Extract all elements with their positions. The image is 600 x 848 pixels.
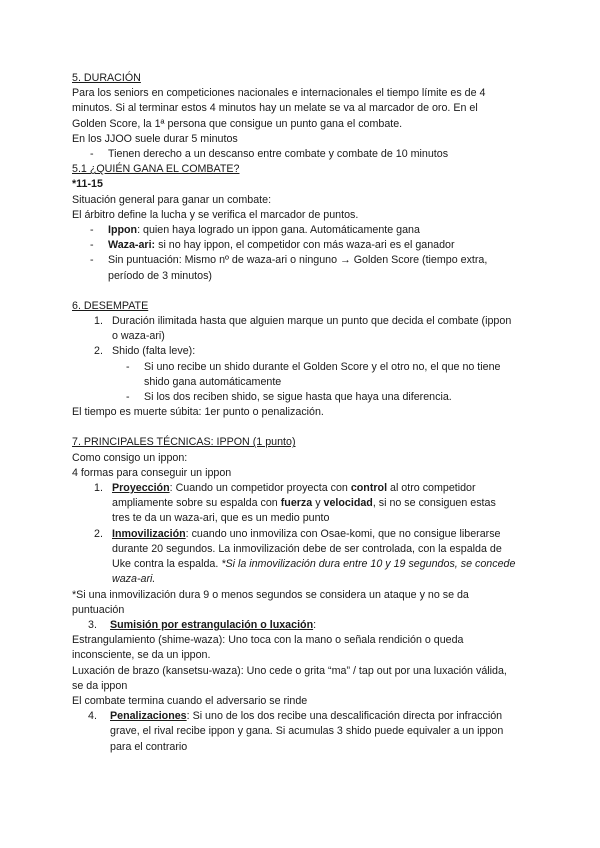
bullet-text: Tienen derecho a un descanso entre combate y combate de 10 minutos [108,148,449,161]
item-number: 1. [94,482,103,495]
bullet-text: Si los dos reciben shido, se sigue hasta que haya una diferencia. [144,391,452,404]
numbered-item [72,314,560,344]
paragraph: Estrangulamiento (shime-waza): Uno toca con la mano o señala rendición o queda [72,634,464,647]
paragraph: inconsciente, se da un ippon. [72,649,211,662]
paragraph: 4 formas para conseguir un ippon [72,466,232,479]
numbered-item [72,527,560,588]
sub-bullet-item [72,390,560,405]
bullet-dash: - [90,254,94,267]
bullet-text: Ippon: quien haya logrado un ippon gana. Automáticamente gana [108,224,420,237]
bullet-item [72,223,560,238]
item-number: 2. [94,345,103,358]
bullet-item [72,147,560,162]
paragraph: En los JJOO suele durar 5 minutos [72,132,238,145]
note: puntuación [72,603,125,616]
item-number: 3. [88,618,97,631]
item-text: Duración ilimitada hasta que alguien marque un punto que decida el combate (ippon o waza-ari) [112,315,512,343]
term-inmovilizacion: Inmovilización [112,527,186,540]
sub-bullet-item [72,360,560,390]
bullet-dash: - [90,224,94,237]
bullet-text: Waza-ari: si no hay ippon, el competidor con más waza-ari es el ganador [108,239,455,252]
item-text: Inmovilización: cuando uno inmoviliza con Osae-komi, que no consigue liberarse durante 20 segundos. La inmovilización debe de ser controlada, con la espalda de Uke contra la espalda. *Si la inmovilización dura entre 10 y 19 segundos, se concede waza-ari. [112,527,516,586]
bullet-dash: - [90,239,94,252]
spacer [72,420,560,435]
bullet-dash: - [126,360,130,373]
paragraph: minutos. Si al terminar estos 4 minutos hay un melate se va al marcador de oro. En el [72,102,478,115]
numbered-item [72,618,560,633]
paragraph: El combate termina cuando el adversario se rinde [72,694,308,707]
section-5-heading: 5. DURACIÓN [72,72,141,84]
item-number: 1. [94,315,103,328]
paragraph: Golden Score, la 1ª persona que consigue un punto gana el combate. [72,117,403,130]
paragraph: Luxación de brazo (kansetsu-waza): Uno cede o grita “ma” / tap out por una luxación válida, [72,664,507,677]
section-5-1-heading: 5.1 ¿QUIÉN GANA EL COMBATE? [72,163,240,176]
spacer [72,284,560,299]
paragraph: Como consigo un ippon: [72,451,188,464]
bullet-dash: - [126,391,130,404]
item-number: 2. [94,527,103,540]
numbered-item [72,344,560,359]
numbered-item [72,481,560,527]
paragraph: Situación general para ganar un combate: [72,193,272,206]
item-text: Shido (falta leve): [112,345,196,358]
paragraph: Para los seniors en competiciones nacionales e internacionales el tiempo límite es de 4 [72,87,486,100]
bullet-item [72,238,560,253]
item-number: 4. [88,710,97,723]
note: *Si una inmovilización dura 9 o menos segundos se considera un ataque y no se da [72,588,469,601]
numbered-item [72,709,560,755]
term-sumision: Sumisión por estrangulación o luxación [110,618,314,631]
section-7-heading: 7. PRINCIPALES TÉCNICAS: IPPON (1 punto) [72,436,296,449]
paragraph: El tiempo es muerte súbita: 1er punto o penalización. [72,406,324,419]
term-ippon: Ippon [108,224,138,237]
item-text: Proyección: Cuando un competidor proyecta con control al otro competidor ampliamente sobre su espalda con fuerza y velocidad, si no se consiguen estas tres te da un waza-ari, que es un medio punto [112,482,496,525]
bullet-text: Sin puntuación: Mismo nº de waza-ari o ninguno → Golden Score (tiempo extra, período de 3 minutos) [108,254,488,282]
bullet-item [72,253,560,283]
paragraph: se da ippon [72,679,128,692]
bullet-dash: - [90,148,94,161]
term-waza-ari: Waza-ari: [108,239,156,252]
bullet-text: Si uno recibe un shido durante el Golden Score y el otro no, el que no tiene shido gana automáticamente [144,360,501,388]
page-reference: *11-15 [72,178,103,191]
item-text: Penalizaciones: Si uno de los dos recibe una descalificación directa por infracción grave, el rival recibe ippon y gana. Si acumulas 3 shido puede equivaler a un ippon para el contrario [110,710,504,753]
term-penalizaciones: Penalizaciones [110,710,187,723]
section-6-heading: 6. DESEMPATE [72,299,149,312]
item-text: Sumisión por estrangulación o luxación: [110,618,317,631]
paragraph: El árbitro define la lucha y se verifica el marcador de puntos. [72,208,359,221]
term-proyeccion: Proyección [112,482,170,495]
